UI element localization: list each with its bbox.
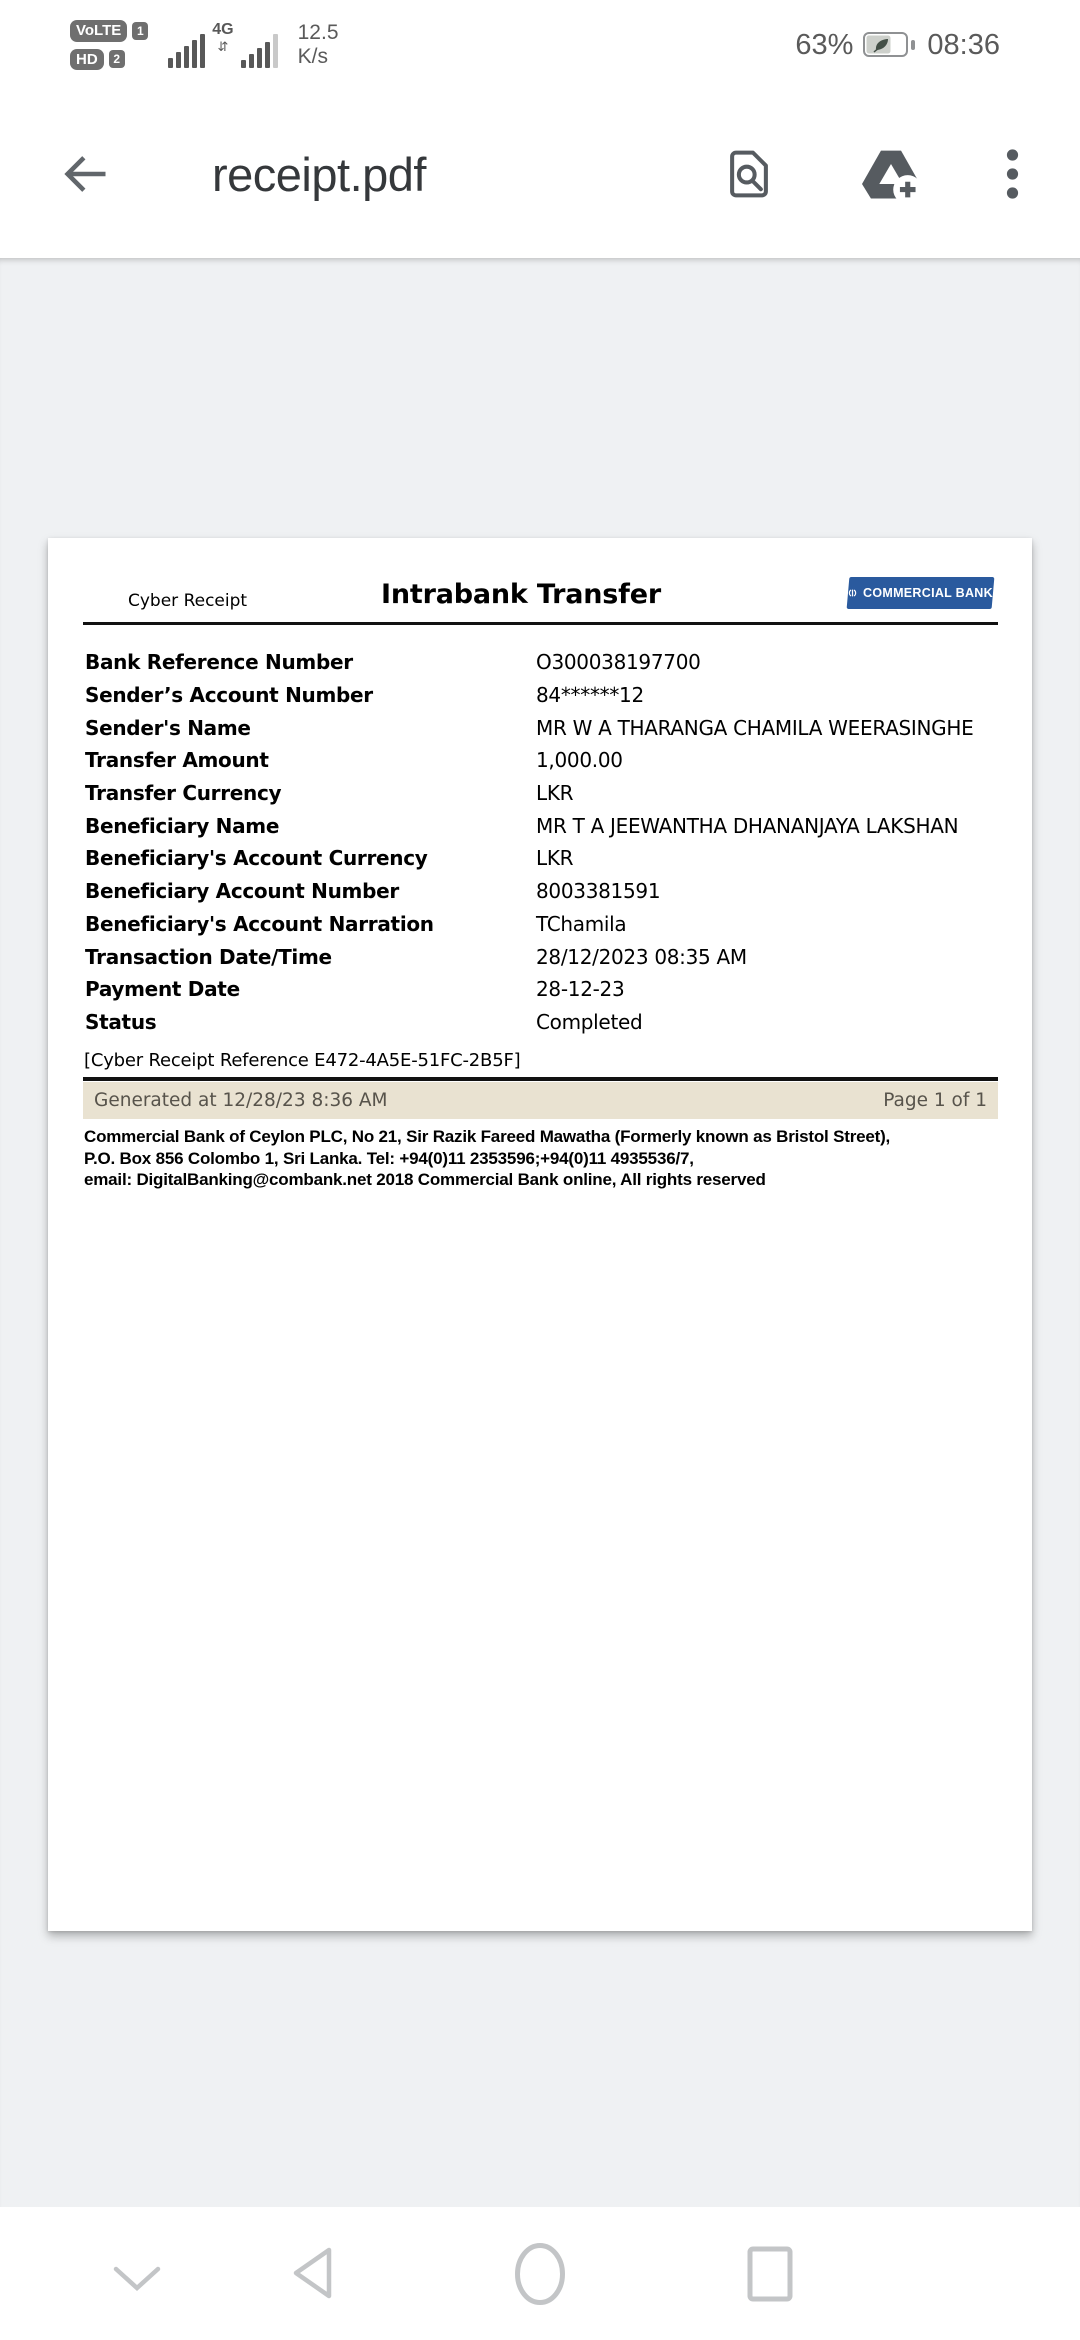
navigation-bar	[0, 2207, 1080, 2340]
page-indicator: Page 1 of 1	[883, 1090, 987, 1111]
field-value: MR T A JEEWANTHA DHANANJAYA LAKSHAN	[536, 813, 959, 838]
field-label: Sender’s Account Number	[85, 683, 373, 708]
back-arrow-icon	[60, 148, 112, 200]
receipt-fields	[85, 646, 998, 1038]
status-time: 08:36	[927, 28, 1000, 61]
back-button[interactable]	[58, 146, 114, 202]
field-value: MR W A THARANGA CHAMILA WEERASINGHE	[536, 715, 974, 740]
header-actions	[722, 147, 1019, 201]
table-row	[85, 842, 998, 875]
find-in-document-button[interactable]	[722, 147, 776, 201]
receipt-title: Intrabank Transfer	[381, 579, 661, 610]
generated-bar	[83, 1082, 998, 1119]
receipt-type-label: Cyber Receipt	[128, 591, 248, 611]
hide-navbar-button[interactable]	[110, 2263, 164, 2293]
table-row	[85, 973, 998, 1006]
table-row	[85, 711, 998, 744]
field-label: Beneficiary's Account Narration	[85, 911, 434, 936]
document-title: receipt.pdf	[212, 147, 426, 201]
sim1-badge: 1	[132, 22, 148, 40]
field-value: 1,000.00	[536, 748, 623, 773]
field-label: Status	[85, 1009, 157, 1034]
table-row	[85, 1006, 998, 1039]
square-icon	[746, 2245, 794, 2303]
bank-logo-mark-icon	[848, 585, 857, 601]
overflow-menu-icon	[1006, 149, 1019, 199]
find-in-document-icon	[722, 147, 776, 201]
nav-back-button[interactable]	[287, 2245, 335, 2301]
generated-at-text: Generated at 12/28/23 8:36 AM	[94, 1090, 388, 1111]
bank-address-footer	[84, 1126, 890, 1191]
field-label: Bank Reference Number	[85, 650, 353, 675]
table-row	[85, 777, 998, 810]
field-value: 28/12/2023 08:35 AM	[536, 944, 747, 969]
status-left-cluster	[70, 20, 339, 70]
field-label: Sender's Name	[85, 715, 251, 740]
footer-line: email: DigitalBanking@combank.net 2018 Commercial Bank online, All rights reserved	[84, 1170, 766, 1189]
triangle-left-icon	[287, 2245, 335, 2301]
circle-icon	[512, 2241, 568, 2307]
nav-home-button[interactable]	[512, 2241, 568, 2307]
field-value: 84******12	[536, 683, 644, 708]
sim2-signal-bars-icon	[241, 34, 278, 68]
status-right-cluster	[795, 29, 1000, 62]
add-to-drive-button[interactable]	[862, 147, 920, 201]
hd-badge: HD	[70, 49, 104, 70]
field-label: Transaction Date/Time	[85, 944, 332, 969]
field-label: Beneficiary Name	[85, 813, 280, 838]
data-traffic-arrows-icon: ⇵	[217, 39, 229, 54]
header-divider	[83, 622, 998, 625]
footer-line: P.O. Box 856 Colombo 1, Sri Lanka. Tel: +94(0)11 2353596;+94(0)11 4935536/7,	[84, 1148, 694, 1168]
pdf-page	[48, 538, 1032, 1931]
table-row	[85, 646, 998, 679]
field-label: Payment Date	[85, 977, 240, 1002]
table-row	[85, 875, 998, 908]
nav-recents-button[interactable]	[746, 2245, 794, 2303]
sim-service-badges	[70, 20, 148, 70]
table-row	[85, 679, 998, 712]
table-row	[85, 940, 998, 973]
field-label: Beneficiary Account Number	[85, 879, 399, 904]
network-speed-indicator	[298, 21, 339, 69]
footer-divider	[83, 1077, 998, 1081]
network-type-label: 4G	[212, 21, 234, 38]
table-row	[85, 809, 998, 842]
battery-percent: 63%	[795, 28, 854, 61]
chevron-down-icon	[110, 2263, 164, 2293]
table-row	[85, 908, 998, 941]
signal-strength-icon	[168, 22, 277, 68]
sim1-signal-bars-icon	[168, 34, 205, 68]
field-label: Transfer Amount	[85, 748, 269, 773]
pdf-viewport[interactable]	[0, 258, 1080, 2207]
field-value: Completed	[536, 1009, 643, 1034]
speed-value: 12.5	[297, 21, 339, 44]
field-label: Beneficiary's Account Currency	[85, 846, 428, 871]
footer-line: Commercial Bank of Ceylon PLC, No 21, Sir Razik Fareed Mawatha (Formerly known as Bristol Street),	[84, 1127, 891, 1146]
field-value: 28-12-23	[536, 977, 625, 1002]
speed-unit: K/s	[297, 45, 328, 68]
volte-badge: VoLTE	[70, 20, 127, 41]
field-value: TChamila	[536, 911, 627, 936]
table-row	[85, 744, 998, 777]
field-value: O300038197700	[536, 650, 701, 675]
overflow-menu-button[interactable]	[1006, 149, 1019, 199]
add-to-drive-icon	[862, 147, 920, 201]
status-bar	[0, 0, 1080, 90]
sim2-badge: 2	[109, 50, 125, 68]
cyber-receipt-reference: [Cyber Receipt Reference E472-4A5E-51FC-2B5F]	[84, 1050, 521, 1071]
field-value: LKR	[536, 846, 574, 871]
app-header	[0, 90, 1080, 258]
field-value: LKR	[536, 781, 574, 806]
commercial-bank-logo	[847, 577, 995, 609]
battery-icon	[863, 32, 917, 58]
field-label: Transfer Currency	[85, 781, 282, 806]
bank-logo-text: COMMERCIAL BANK	[863, 586, 993, 600]
field-value: 8003381591	[536, 879, 661, 904]
